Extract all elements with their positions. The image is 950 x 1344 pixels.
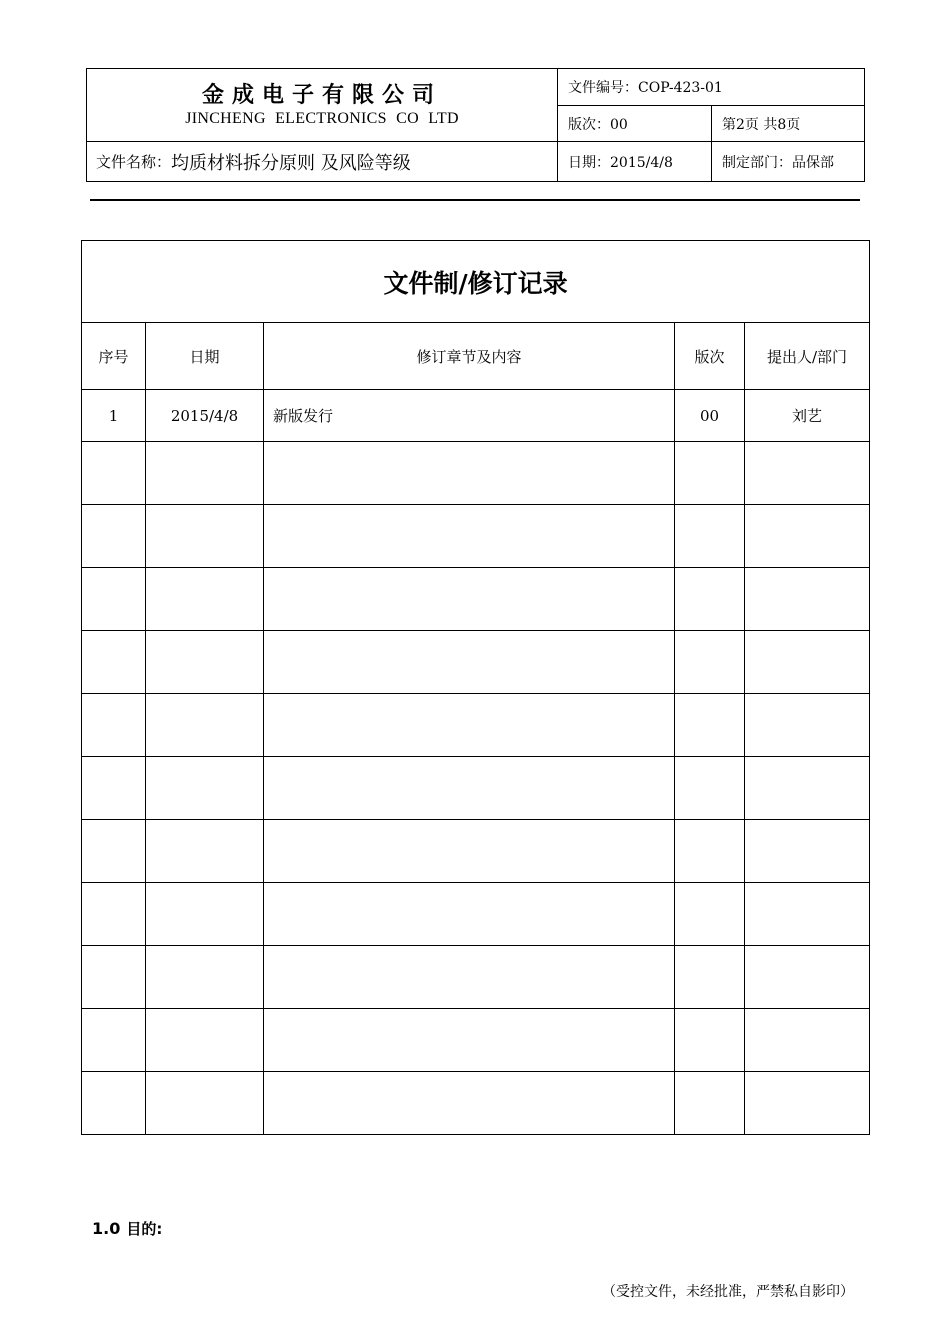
empty-cell — [82, 568, 146, 631]
empty-cell — [745, 631, 870, 694]
empty-cell — [675, 694, 745, 757]
empty-cell — [745, 820, 870, 883]
empty-cell — [675, 757, 745, 820]
table-row-empty — [82, 568, 870, 631]
table-row-empty — [82, 946, 870, 1009]
table-row-empty — [82, 883, 870, 946]
empty-cell — [82, 883, 146, 946]
empty-cell — [82, 1009, 146, 1072]
empty-cell — [82, 442, 146, 505]
empty-cell — [146, 883, 264, 946]
empty-cell — [82, 946, 146, 1009]
section-number: 1.0 — [92, 1219, 121, 1238]
empty-cell — [675, 631, 745, 694]
empty-cell — [745, 1009, 870, 1072]
document-name — [87, 141, 557, 182]
empty-cell — [675, 946, 745, 1009]
empty-cell — [745, 568, 870, 631]
empty-cell — [264, 883, 675, 946]
empty-cell — [82, 1072, 146, 1135]
empty-cell — [146, 1072, 264, 1135]
column-header-date: 日期 — [146, 323, 264, 390]
empty-cell — [745, 946, 870, 1009]
empty-cell — [264, 1009, 675, 1072]
row-proposer: 刘艺 — [745, 390, 870, 442]
empty-cell — [745, 757, 870, 820]
empty-cell — [264, 505, 675, 568]
empty-cell — [146, 694, 264, 757]
empty-cell — [264, 1072, 675, 1135]
empty-cell — [745, 883, 870, 946]
document-name-label: 文件名称： — [96, 153, 172, 171]
row-date: 2015/4/8 — [146, 390, 264, 442]
empty-cell — [82, 820, 146, 883]
controlled-document-note: （受控文件，未经批准，严禁私自影印） — [602, 1284, 854, 1300]
row-version: 00 — [675, 390, 745, 442]
empty-cell — [675, 505, 745, 568]
empty-cell — [264, 694, 675, 757]
revision-record-table — [81, 240, 870, 1135]
column-header-index: 序号 — [82, 323, 146, 390]
row-index: 1 — [82, 390, 146, 442]
empty-cell — [675, 442, 745, 505]
row-content: 新版发行 — [264, 390, 675, 442]
empty-cell — [675, 1072, 745, 1135]
empty-cell — [146, 757, 264, 820]
table-row-empty — [82, 820, 870, 883]
empty-cell — [146, 442, 264, 505]
column-header-proposer: 提出人/部门 — [745, 323, 870, 390]
empty-cell — [675, 1009, 745, 1072]
empty-cell — [675, 820, 745, 883]
empty-cell — [264, 442, 675, 505]
empty-cell — [264, 757, 675, 820]
empty-cell — [146, 1009, 264, 1072]
department: 制定部门：品保部 — [722, 154, 834, 171]
document-name-value: 均质材料拆分原则 及风险等级 — [171, 152, 411, 174]
empty-cell — [146, 820, 264, 883]
empty-cell — [82, 694, 146, 757]
table-row-empty — [82, 757, 870, 820]
column-header-version: 版次 — [675, 323, 745, 390]
table-row — [82, 390, 870, 442]
empty-cell — [82, 505, 146, 568]
company-name-cn: 金成电子有限公司 — [201, 81, 442, 108]
empty-cell — [264, 568, 675, 631]
empty-cell — [745, 442, 870, 505]
document-date: 日期：2015/4/8 — [568, 154, 673, 171]
empty-cell — [745, 1072, 870, 1135]
section-heading — [92, 1218, 162, 1239]
company-name-en: JINCHENG ELECTRONICS CO LTD — [185, 110, 459, 127]
table-header-row — [82, 323, 870, 390]
empty-cell — [82, 631, 146, 694]
empty-cell — [146, 946, 264, 1009]
table-row-empty — [82, 1009, 870, 1072]
table-row-empty — [82, 631, 870, 694]
document-header — [86, 68, 865, 182]
revision-table-title: 文件制/修订记录 — [82, 241, 870, 323]
empty-cell — [675, 568, 745, 631]
empty-cell — [675, 883, 745, 946]
table-row-empty — [82, 1072, 870, 1135]
table-row-empty — [82, 694, 870, 757]
column-header-content: 修订章节及内容 — [264, 323, 675, 390]
empty-cell — [745, 505, 870, 568]
version-number: 版次：00 — [568, 116, 628, 133]
empty-cell — [264, 631, 675, 694]
table-row-empty — [82, 505, 870, 568]
empty-cell — [264, 820, 675, 883]
empty-cell — [146, 631, 264, 694]
table-row-empty — [82, 442, 870, 505]
section-title: 目的: — [126, 1220, 163, 1238]
separator-line — [90, 199, 860, 201]
empty-cell — [745, 694, 870, 757]
page-number: 第2页 共8页 — [722, 116, 801, 133]
document-number: 文件编号：COP-423-01 — [568, 80, 723, 96]
empty-cell — [82, 757, 146, 820]
empty-cell — [264, 946, 675, 1009]
empty-cell — [146, 568, 264, 631]
empty-cell — [146, 505, 264, 568]
